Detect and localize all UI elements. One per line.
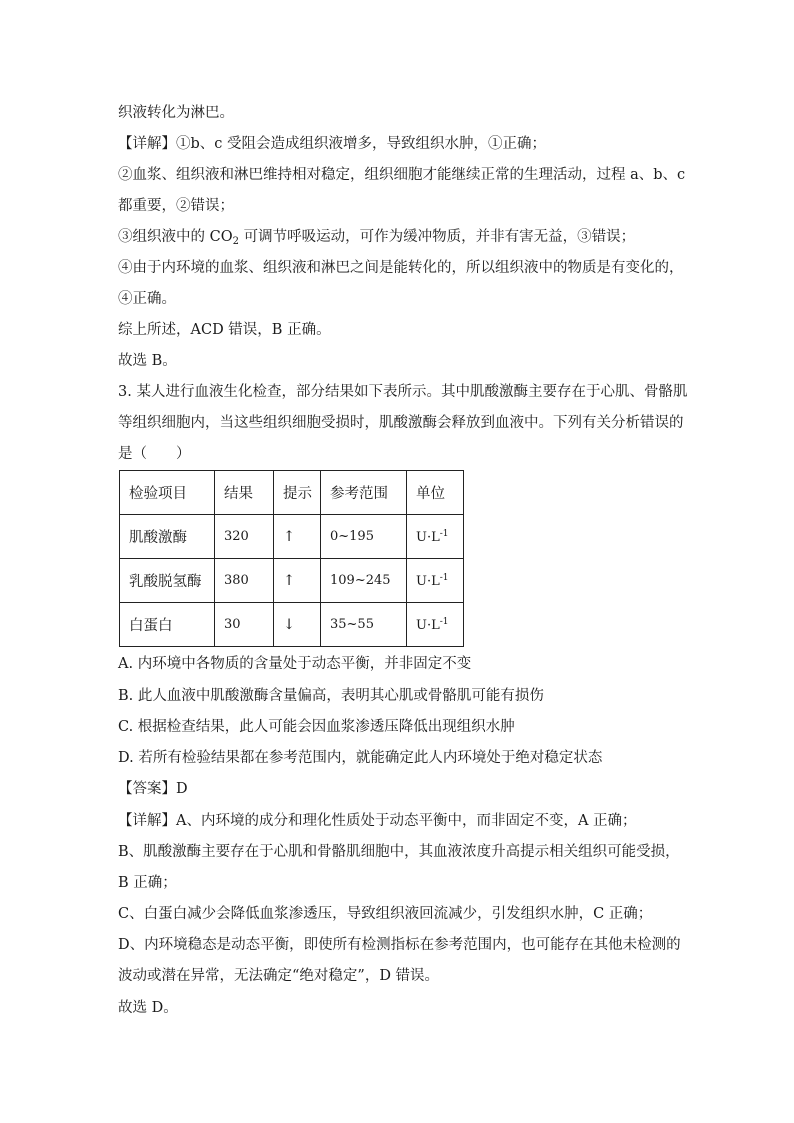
table-row xyxy=(120,559,464,603)
table-header: 检验项目 xyxy=(120,471,215,515)
explanation-line: D、内环境稳态是动态平衡，即使所有检测指标在参考范围内，也可能存在其他未检测的 xyxy=(118,937,681,953)
explanation-line: 【详解】A、内环境的成分和理化性质处于动态平衡中，而非固定不变，A 正确； xyxy=(118,813,637,829)
table-cell-range: 35~55 xyxy=(321,603,407,647)
table-header: 参考范围 xyxy=(321,471,407,515)
lab-results-table xyxy=(119,470,464,647)
table-header: 提示 xyxy=(274,471,321,515)
question-stem: 等组织细胞内，当这些组织细胞受损时，肌酸激酶会释放到血液中。下列有关分析错误的 xyxy=(118,415,684,431)
table-cell-item: 肌酸激酶 xyxy=(120,515,215,559)
text-line: ②血浆、组织液和淋巴维持相对稳定，组织细胞才能继续正常的生理活动，过程 a、b、c xyxy=(118,167,686,183)
table-cell-range: 109~245 xyxy=(321,559,407,603)
answer-line: 【答案】D xyxy=(118,781,188,797)
explanation-line: C、白蛋白减少会降低血浆渗透压，导致组织液回流减少，引发组织水肿，C 正确； xyxy=(118,906,653,922)
table-row xyxy=(120,515,464,559)
table-cell-hint: ↑ xyxy=(274,515,321,559)
table-header: 结果 xyxy=(215,471,274,515)
unit-superscript: -1 xyxy=(439,528,449,539)
unit-text: U·L xyxy=(416,573,440,589)
table-row xyxy=(120,603,464,647)
table-header: 单位 xyxy=(407,471,464,515)
text-line: 都重要，②错误； xyxy=(118,198,234,214)
explanation-line: 波动或潜在异常，无法确定“绝对稳定”，D 错误。 xyxy=(118,968,440,984)
option-c: C. 根据检查结果，此人可能会因血浆渗透压降低出现组织水肿 xyxy=(118,719,515,735)
table-cell-result: 320 xyxy=(215,515,274,559)
unit-text: U·L xyxy=(416,529,440,545)
explanation-line: B 正确； xyxy=(118,875,177,891)
conclusion-line: 故选 D。 xyxy=(118,1000,178,1016)
explanation-line: B、肌酸激酶主要存在于心肌和骨骼肌细胞中，其血液浓度升高提示相关组织可能受损， xyxy=(118,844,680,860)
table-cell-result: 30 xyxy=(215,603,274,647)
text-line: ④正确。 xyxy=(118,291,176,307)
option-b: B. 此人血液中肌酸激酶含量偏高，表明其心肌或骨骼肌可能有损伤 xyxy=(118,688,544,704)
text-line: 织液转化为淋巴。 xyxy=(118,105,234,121)
text-segment: 可调节呼吸运动，可作为缓冲物质，并非有害无益，③错误； xyxy=(238,229,636,245)
table-cell-unit xyxy=(407,515,464,559)
question-stem: 是（ ） xyxy=(118,446,191,462)
text-line: ④由于内环境的血浆、组织液和淋巴之间是能转化的，所以组织液中的物质是有变化的， xyxy=(118,260,684,276)
table-cell-result: 380 xyxy=(215,559,274,603)
subscript: 2 xyxy=(232,236,239,247)
table-cell-hint: ↓ xyxy=(274,603,321,647)
text-segment: ③组织液中的 CO xyxy=(118,229,233,245)
table-cell-unit xyxy=(407,603,464,647)
text-line: 【详解】①b、c 受阻会造成组织液增多，导致组织水肿，①正确； xyxy=(118,136,547,152)
text-line: 综上所述，ACD 错误，B 正确。 xyxy=(118,322,331,338)
table-cell-item: 乳酸脱氢酶 xyxy=(120,559,215,603)
table-cell-hint: ↑ xyxy=(274,559,321,603)
table-cell-range: 0~195 xyxy=(321,515,407,559)
unit-superscript: -1 xyxy=(439,616,449,627)
text-line-co2 xyxy=(118,227,698,252)
option-a: A. 内环境中各物质的含量处于动态平衡，并非固定不变 xyxy=(118,656,472,672)
text-line: 故选 B。 xyxy=(118,353,177,369)
option-d: D. 若所有检验结果都在参考范围内，就能确定此人内环境处于绝对稳定状态 xyxy=(118,750,603,766)
unit-text: U·L xyxy=(416,617,440,633)
question-stem: 3. 某人进行血液生化检查，部分结果如下表所示。其中肌酸激酶主要存在于心肌、骨骼肌 xyxy=(118,384,688,400)
unit-superscript: -1 xyxy=(439,572,449,583)
table-cell-item: 白蛋白 xyxy=(120,603,215,647)
table-header-row xyxy=(120,471,464,515)
table-cell-unit xyxy=(407,559,464,603)
